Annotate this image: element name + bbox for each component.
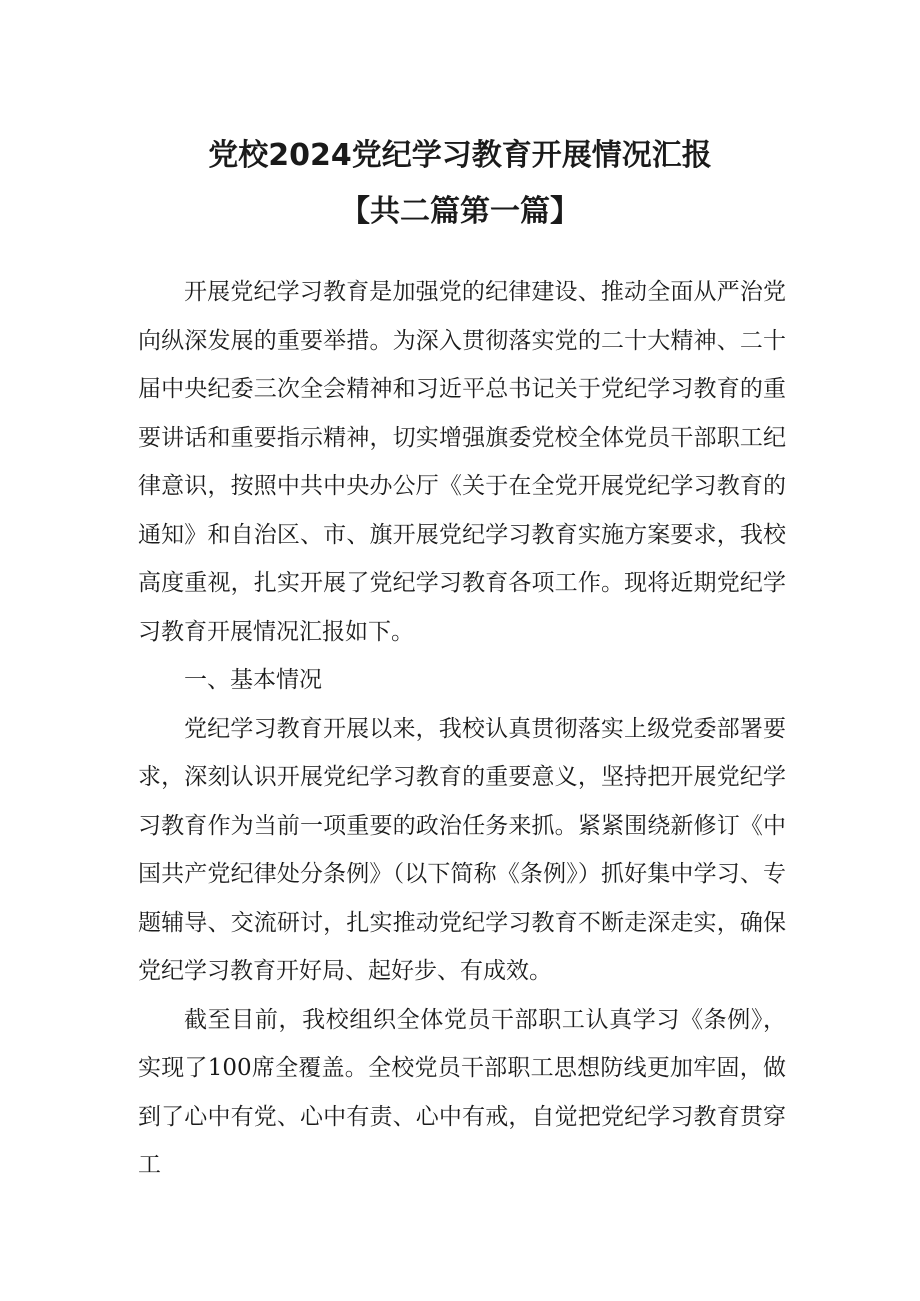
paragraph-progress: 截至目前，我校组织全体党员干部职工认真学习《条例》，实现了100席全覆盖。全校党员干部职工思想防线更加牢固，做到了心中有党、心中有责、心中有戒，自觉把党纪学习教育贯穿工: [138, 1006, 786, 1178]
document-title: 党校2024党纪学习教育开展情况汇报: [208, 138, 712, 173]
document-body: [138, 268, 786, 1190]
section-heading-basic-situation: 一、基本情况: [184, 667, 322, 693]
document-subtitle: 【共二篇第一篇】: [340, 194, 580, 229]
paragraph-intro: 开展党纪学习教育是加强党的纪律建设、推动全面从严治党向纵深发展的重要举措。为深入贯彻落实党的二十大精神、二十届中央纪委三次全会精神和习近平总书记关于党纪学习教育的重要讲话和重要指示精神，切实增强旗委党校全体党员干部职工纪律意识，按照中共中央办公厅《关于在全党开展党纪学习教育的通知》和自治区、市、旗开展党纪学习教育实施方案要求，我校高度重视，扎实开展了党纪学习教育各项工作。现将近期党纪学习教育开展情况汇报如下。: [138, 279, 786, 645]
paragraph-basic-situation: 党纪学习教育开展以来，我校认真贯彻落实上级党委部署要求，深刻认识开展党纪学习教育的重要意义，坚持把开展党纪学习教育作为当前一项重要的政治任务来抓。紧紧围绕新修订《中国共产党纪律处分条例》（以下简称《条例》）抓好集中学习、专题辅导、交流研讨，扎实推动党纪学习教育不断走深走实，确保党纪学习教育开好局、起好步、有成效。: [138, 715, 786, 984]
